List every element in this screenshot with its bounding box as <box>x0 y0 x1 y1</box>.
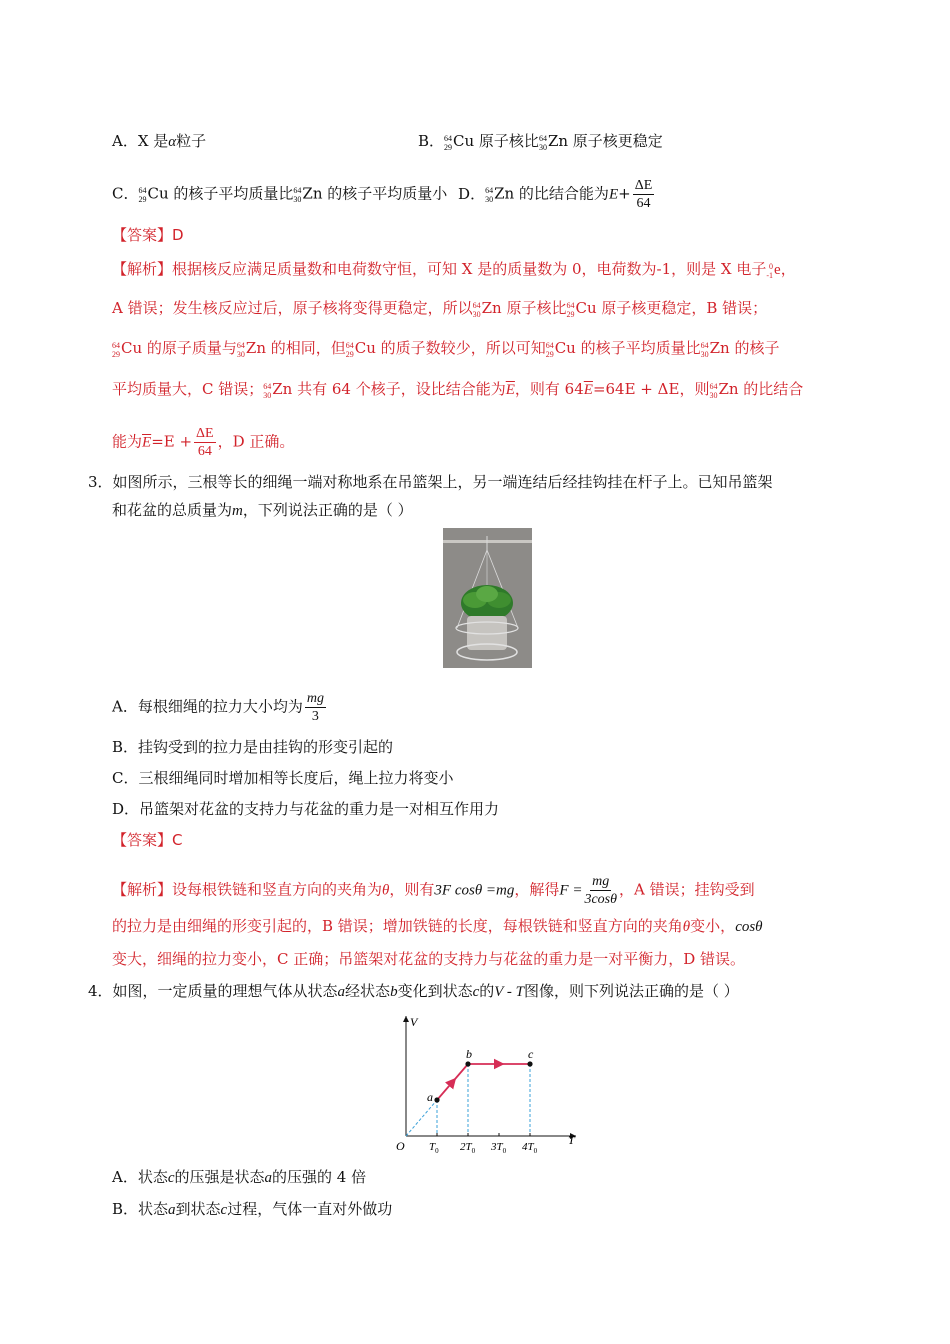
arrow-a-b <box>451 1080 454 1083</box>
hanging-basket-photo <box>443 528 532 668</box>
q3-analysis-line1: 【解析】设每根铁链和竖直方向的夹角为θ，则有3F cosθ =mg，解得F = $\frac{mg}{3\cos\theta}$ ，A 错误；挂钩受到 <box>112 874 755 907</box>
vt-graph-svg <box>392 1012 584 1160</box>
v-axis-label: V <box>410 1015 418 1029</box>
q3-stem-line1: 3．如图所示，三根等长的细绳一端对称地系在吊篮架上，另一端连结后经挂钩挂在杆子上。已知吊篮架 <box>88 473 773 491</box>
tick-label-3: $3T_0$ <box>491 1141 507 1155</box>
q2-analysis-line1: 【解析】根据核反应满足质量数和电荷数守恒，可知 X 是的质量数为 0，电荷数为-1，则是 X 电子 0 -1 e， <box>112 260 796 280</box>
tick-label-1: $T_0$ <box>429 1141 439 1155</box>
state-label-c: c <box>528 1047 534 1061</box>
q3-option-c: C．三根细绳同时增加相等长度后，绳上拉力将变小 <box>112 769 454 787</box>
tick-label-4: $4T_0$ <box>522 1141 538 1155</box>
delta-e-over-64: $\frac{\Delta E}{64}$ <box>634 178 653 211</box>
q2-analysis-line2: A 错误；发生核反应过后，原子核将变得更稳定，所以 64 30 Zn 原子核比 64 29 Cu 原子核更稳定，B 错误； <box>112 299 768 319</box>
q2-analysis-line5: 能为$\overline{E}=E$ + $\frac{\Delta E}{64}$ ，D 正确。 <box>112 426 295 459</box>
cu-isotope: 64 29 <box>444 133 453 152</box>
q3-option-b: B．挂钩受到的拉力是由挂钩的形变引起的 <box>112 738 394 756</box>
state-label-b: b <box>466 1047 472 1061</box>
state-point-b <box>465 1061 470 1066</box>
t-axis-label: T <box>568 1133 575 1147</box>
q4-option-b: B．状态a到状态c过程，气体一直对外做功 <box>112 1200 393 1218</box>
q3-analysis-line2: 的拉力是由细绳的形变引起的，B 错误；增加铁链的长度，每根铁链和竖直方向的夹角θ变小，cosθ <box>112 917 763 935</box>
q3-analysis-line3: 变大，细绳的拉力变小，C 正确；吊篮架对花盆的支持力与花盆的重力是一对平衡力，D 错误。 <box>112 950 746 968</box>
vt-graph <box>392 1012 584 1160</box>
state-label-a: a <box>427 1090 433 1104</box>
origin-to-a-dash <box>406 1100 437 1136</box>
state-point-c <box>527 1061 532 1066</box>
q3-answer: 【答案】C <box>112 831 183 849</box>
q2-option-b: B． 64 29 Cu 原子核比 64 30 Zn 原子核更稳定 <box>418 132 663 152</box>
q2-option-a: A．X 是α粒子 <box>112 132 207 150</box>
q3-option-a: A．每根细绳的拉力大小均为 $\frac{mg}{3}$ <box>112 691 324 724</box>
origin-label: O <box>396 1139 405 1153</box>
q2-analysis-line3: 64 29 Cu 的原子质量与 64 30 Zn 的相同，但 64 29 Cu 的质子数较少，所以可知 64 29 Cu 的核子平均质量比 64 30 Zn 的核子 <box>112 339 780 359</box>
q4-stem: 4．如图，一定质量的理想气体从状态a经状态b变化到状态c的V - T图像，则下列说法正确的是（ ） <box>88 982 739 1000</box>
state-point-a <box>434 1097 439 1102</box>
q3-option-d: D．吊篮架对花盆的支持力与花盆的重力是一对相互作用力 <box>112 800 500 818</box>
q2-option-c: C． 64 29 Cu 的核子平均质量比 64 30 Zn 的核子平均质量小 D． 64 30 Zn 的比结合能为E+ $\frac{\Delta E}{64}$ <box>112 178 653 211</box>
q3-stem-line2: 和花盆的总质量为m，下列说法正确的是（ ） <box>112 501 413 519</box>
q2-analysis-line4: 平均质量大，C 错误； 64 30 Zn 共有 64 个核子，设比结合能为$\overline{E}$，则有 $64\overline{E}=64E + \Delta E$，则 64 30 Zn 的比结合 <box>112 380 804 400</box>
tick-label-2: $2T_0$ <box>460 1141 476 1155</box>
q4-option-a: A．状态c的压强是状态a的压强的 4 倍 <box>112 1168 367 1186</box>
q2-answer: 【答案】D <box>112 226 184 244</box>
